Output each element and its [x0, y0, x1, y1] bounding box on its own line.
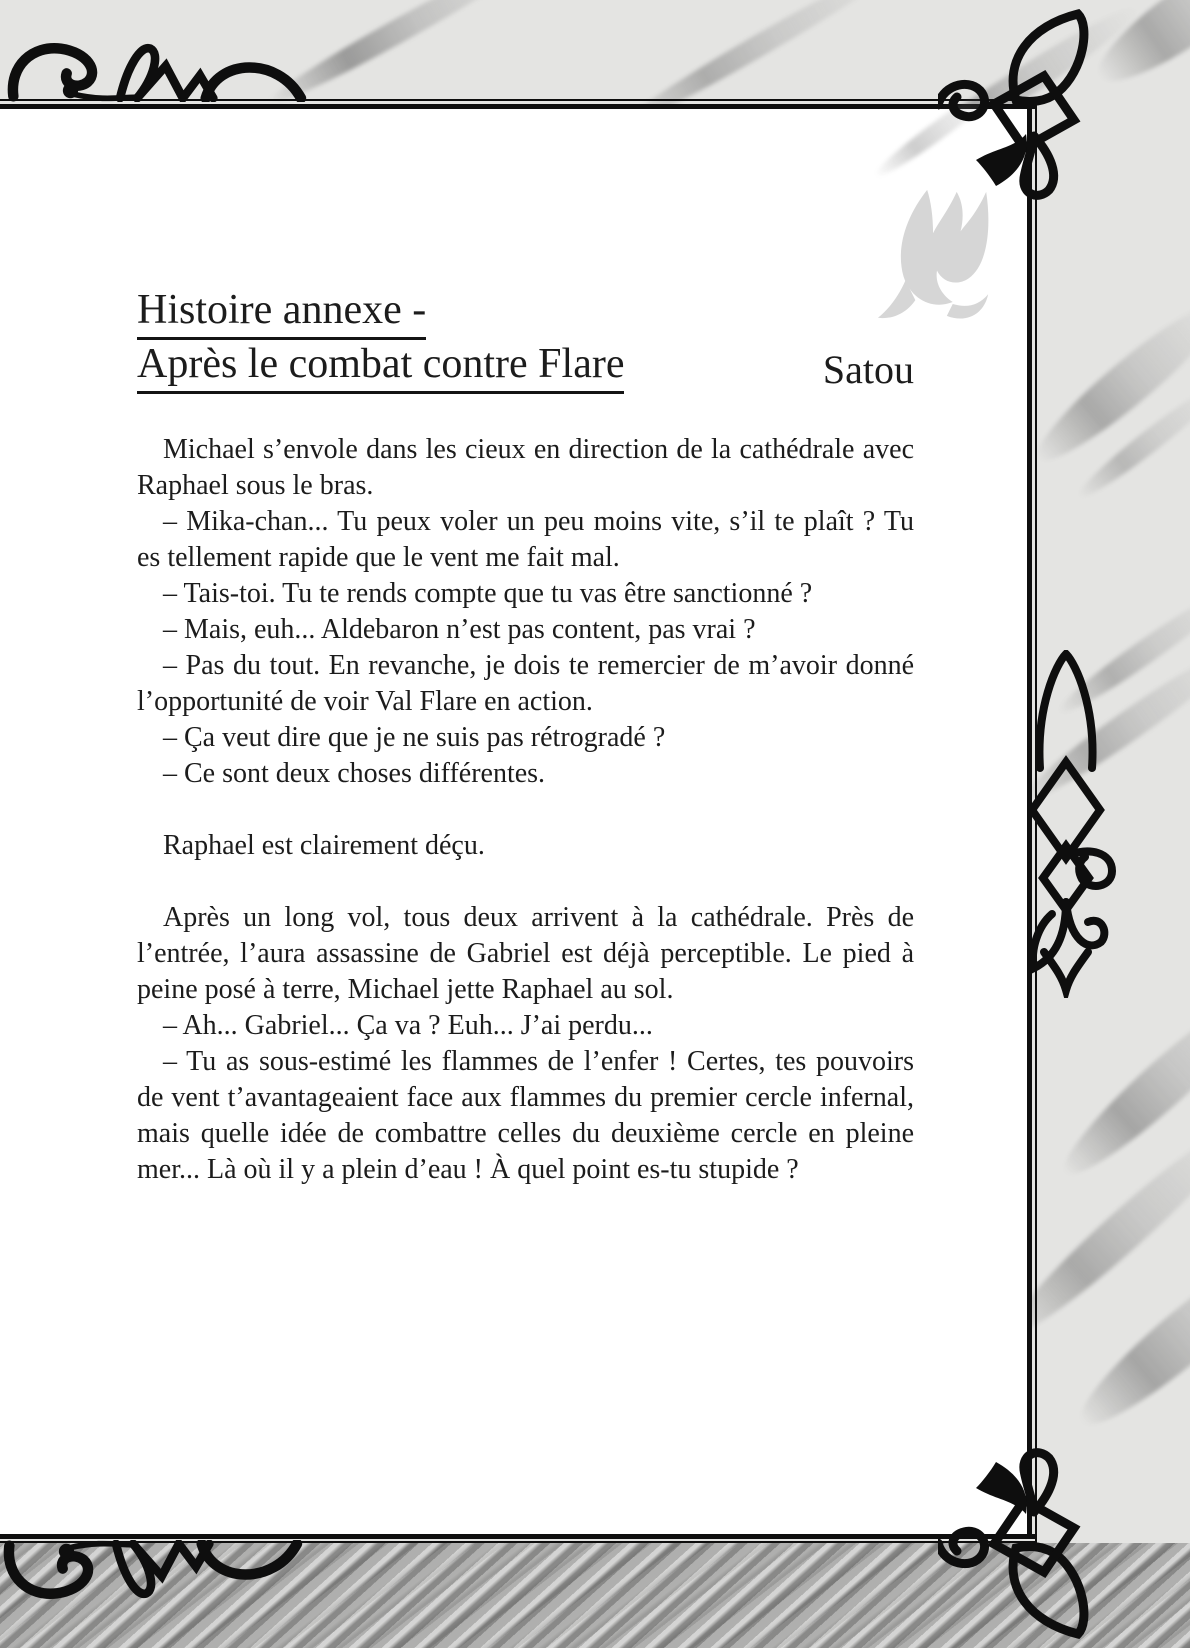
brush-stroke-texture [1024, 288, 1190, 476]
paragraph: – Ce sont deux choses différentes. [163, 758, 546, 789]
calligraphic-flourish-icon [0, 1540, 312, 1620]
paragraph: – Ça veut dire que je ne suis pas rétrogradé ? [163, 722, 666, 753]
fleur-ornament-icon [1026, 650, 1118, 998]
author-name: Satou [822, 347, 914, 392]
paragraph: – Pas du tout. En revanche, je dois te remercier de m’avoir donné l’opportunité de voir Val Flare en action. [137, 650, 914, 717]
calligraphic-flourish-icon [4, 22, 316, 102]
frame-bottom-thick-rule [0, 1534, 1037, 1539]
paragraph: – Mais, euh... Aldebaron n’est pas content, pas vrai ? [163, 614, 756, 645]
paragraph: – Mika-chan... Tu peux voler un peu moins vite, s’il te plaît ? Tu es tellement rapide que le vent me fait mal. [137, 506, 914, 573]
corner-knot-icon [938, 1440, 1126, 1640]
paragraph: Michael s’envole dans les cieux en direction de la cathédrale avec Raphael sous le bras. [137, 434, 914, 501]
paragraph: – Tais-toi. Tu te rends compte que tu vas être sanctionné ? [163, 578, 813, 609]
brush-stroke-texture [1049, 976, 1190, 1191]
paragraph: Raphael est clairement déçu. [163, 830, 485, 861]
story-text [137, 432, 914, 1188]
frame-top-thick-rule [0, 104, 1037, 109]
paragraph: – Tu as sous-estimé les flammes de l’enfer ! Certes, tes pouvoirs de vent t’avantageaient face aux flammes du premier cercle infernal, mais quelle idée de combattre celles du deuxième cercle en pleine mer... Là où il y a plein d’eau ! À quel point es-tu stupide ? [137, 1046, 914, 1185]
page-title-line-1: Histoire annexe - [137, 286, 426, 340]
page-title-line-2: Après le combat contre Flare [137, 340, 624, 394]
corner-knot-icon [938, 8, 1126, 208]
paragraph: – Ah... Gabriel... Ça va ? Euh... J’ai perdu... [163, 1010, 653, 1041]
chapter-heading [137, 286, 914, 394]
paragraph: Après un long vol, tous deux arrivent à la cathédrale. Près de l’entrée, l’aura assassine de Gabriel est déjà perceptible. Le pied à peine posé à terre, Michael jette Raphael au sol. [137, 902, 914, 1005]
